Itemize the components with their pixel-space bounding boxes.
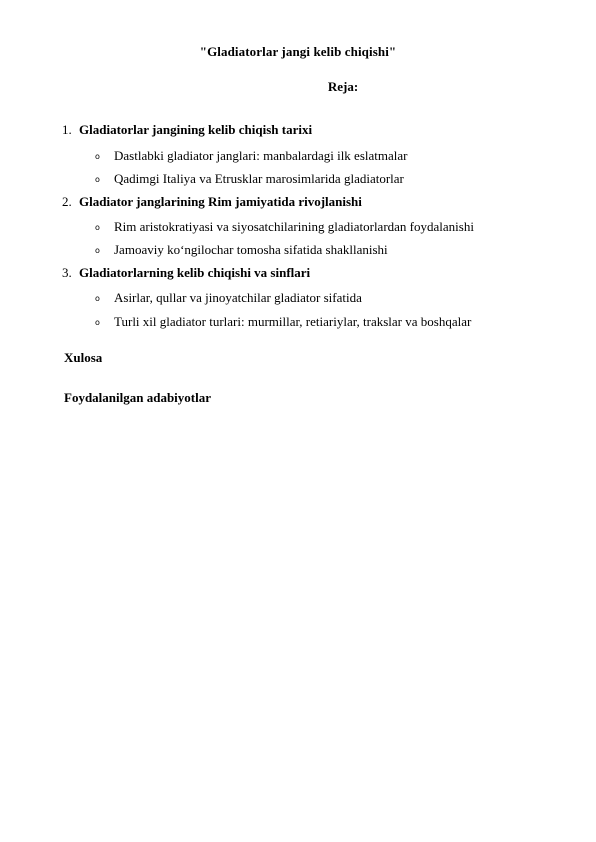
plan-heading-text: Reja: [327, 79, 359, 94]
bullet-icon: o [95, 223, 100, 232]
section-3-heading [62, 265, 310, 281]
bullet-icon: o [95, 318, 100, 327]
list-item [95, 219, 474, 235]
list-item-text: Dastlabki gladiator janglari: manbalardagi ilk eslatmalar [114, 148, 408, 163]
section-number: 3. [62, 265, 72, 280]
list-item [95, 290, 362, 306]
bullet-icon: o [95, 294, 100, 303]
section-number: 2. [62, 194, 72, 209]
list-item [95, 242, 388, 258]
list-item-text: Rim aristokratiyasi va siyosatchilarining gladiatorlardan foydalanishi [114, 219, 474, 234]
list-item [95, 171, 404, 187]
section-title: Gladiatorlar jangining kelib chiqish tarixi [79, 122, 313, 137]
section-title: Gladiatorlarning kelib chiqishi va sinflari [79, 265, 311, 280]
plan-heading [0, 79, 596, 95]
section-2-heading [62, 194, 362, 210]
bullet-icon: o [95, 246, 100, 255]
list-item-text: Qadimgi Italiya va Etrusklar marosimlarida gladiatorlar [114, 171, 404, 186]
list-item [95, 148, 407, 164]
list-item [95, 314, 471, 330]
section-title: Gladiator janglarining Rim jamiyatida rivojlanishi [79, 194, 362, 209]
section-1-heading [62, 122, 312, 138]
bullet-icon: o [95, 152, 100, 161]
list-item-text: Turli xil gladiator turlari: murmillar, retiariylar, trakslar va boshqalar [114, 314, 472, 329]
bullet-icon: o [95, 175, 100, 184]
references-heading: Foydalanilgan adabiyotlar [64, 390, 211, 405]
list-item-text: Jamoaviy ko‘ngilochar tomosha sifatida shakllanishi [114, 242, 388, 257]
document-title: "Gladiatorlar jangi kelib chiqishi" [199, 44, 397, 59]
list-item-text: Asirlar, qullar va jinoyatchilar gladiator sifatida [114, 290, 362, 305]
section-number: 1. [62, 122, 72, 137]
conclusion-heading: Xulosa [64, 350, 103, 365]
